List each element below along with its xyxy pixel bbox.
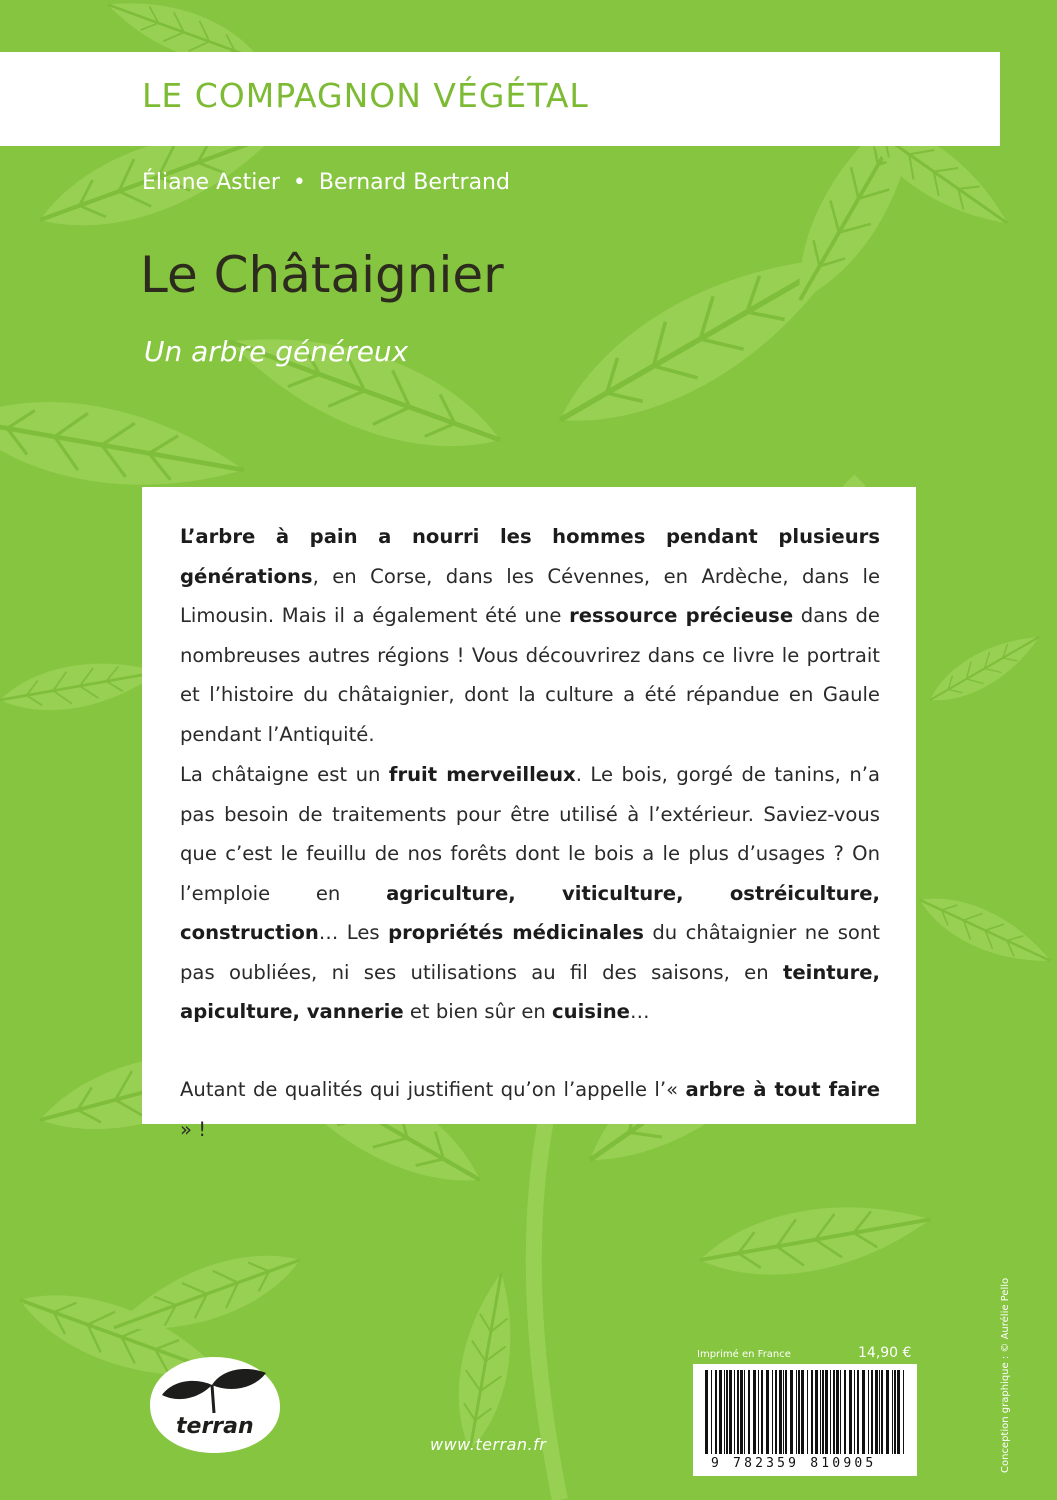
- body-text: dans de nombreuses autres régions ! Vous découvrirez dans ce livre le portrait et l’histoire du châtaignier, dont la culture a été répandue en Gaule pendant l’Antiquité.: [180, 604, 880, 746]
- author-second: Bernard Bertrand: [318, 170, 510, 195]
- authors: [142, 170, 510, 195]
- summary-paragraph-2: [180, 755, 880, 1032]
- body-text: … Les: [318, 921, 389, 944]
- emphasis-text: teinture, apiculture, vannerie: [180, 960, 880, 1023]
- body-text: Autant de qualités qui justifient qu’on l’appelle l’«: [180, 1078, 686, 1101]
- body-text: , en Corse, dans les Cévennes, en Ardèche, dans le Limousin. Mais il a également été une: [180, 564, 880, 627]
- author-first: Éliane Astier: [142, 170, 280, 195]
- design-credit: Conception graphique : © Aurélie Pello: [1000, 1277, 1011, 1473]
- isbn-number: 9 782359 810905: [711, 1456, 877, 1471]
- series-title: LE COMPAGNON VÉGÉTAL: [142, 76, 589, 115]
- summary-paragraph-3: [180, 1070, 880, 1149]
- book-title: Le Châtaignier: [140, 246, 504, 304]
- body-text: . Le bois, gorgé de tanins, n’a pas besoin de traitements pour être utilisé à l’extérieur. Saviez-vous que c’est le feuillu de nos forêts dont le bois a le plus d’usages ? On l’emploie en: [180, 763, 880, 905]
- terran-logo: [142, 1355, 287, 1455]
- emphasis-text: arbre à tout faire: [685, 1078, 881, 1101]
- barcode-bars: [693, 1364, 917, 1456]
- emphasis-text: agriculture, viticulture, ostréiculture, construction: [180, 881, 880, 944]
- emphasis-text: ressource précieuse: [569, 604, 794, 627]
- body-text: » !: [180, 1117, 207, 1141]
- publisher-url[interactable]: www.terran.fr: [430, 1435, 547, 1454]
- emphasis-text: cuisine: [552, 1000, 630, 1023]
- body-text: La châtaigne est un: [180, 763, 389, 786]
- emphasis-text: fruit merveilleux: [388, 763, 576, 786]
- terran-logo-text: terran: [176, 1414, 254, 1439]
- book-subtitle: Un arbre généreux: [144, 335, 409, 368]
- author-separator: •: [292, 170, 306, 195]
- summary-paragraph-1: [180, 517, 880, 754]
- imprint-note: Imprimé en France: [697, 1349, 791, 1360]
- emphasis-text: L’arbre à pain a nourri les hommes pendant plusieurs générations: [180, 525, 880, 588]
- emphasis-text: propriétés médicinales: [388, 921, 644, 944]
- body-text: et bien sûr en: [403, 1000, 553, 1023]
- isbn-barcode: [693, 1364, 917, 1476]
- summary-box: [142, 487, 916, 1141]
- body-text: …: [629, 1000, 650, 1023]
- body-text: du châtaignier ne sont pas oubliées, ni ses utilisations au fil des saisons, en: [180, 921, 880, 984]
- price: 14,90 €: [858, 1345, 912, 1361]
